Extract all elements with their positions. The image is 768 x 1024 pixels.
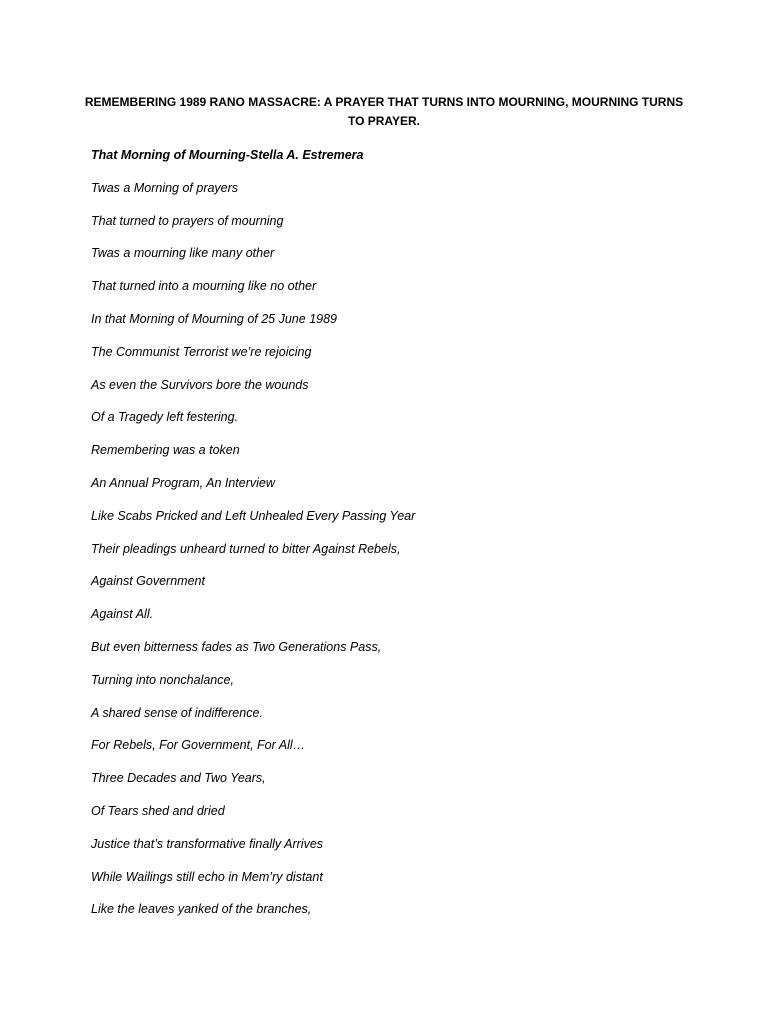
poem-line: The Communist Terrorist we’re rejoicing (91, 344, 312, 359)
poem-line: Twas a Morning of prayers (91, 180, 239, 195)
poem-line: Justice that’s transformative finally Arrives (91, 836, 324, 851)
poem-line: Turning into nonchalance, (91, 672, 234, 687)
poem-line: In that Morning of Mourning of 25 June 1989 (91, 311, 337, 326)
poem-line: An Annual Program, An Interview (91, 475, 275, 490)
poem-line: Of a Tragedy left festering. (91, 410, 239, 425)
poem-line: As even the Survivors bore the wounds (91, 377, 309, 392)
poem-line: Of Tears shed and dried (91, 803, 225, 818)
poem-line: Against Government (91, 574, 205, 589)
poem-heading: That Morning of Mourning-Stella A. Estremera (91, 148, 364, 162)
poem-line: But even bitterness fades as Two Generations Pass, (91, 639, 382, 654)
poem-line: Three Decades and Two Years, (91, 771, 266, 786)
poem-line: Their pleadings unheard turned to bitter Against Rebels, (91, 541, 401, 556)
poem-line: Remembering was a token (91, 443, 240, 458)
poem-line: Twas a mourning like many other (91, 246, 275, 261)
poem-line: Against All. (91, 607, 154, 622)
poem-body (91, 146, 711, 933)
poem-line: Like Scabs Pricked and Left Unhealed Every Passing Year (91, 508, 416, 523)
document-title: REMEMBERING 1989 RANO MASSACRE: A PRAYER THAT TURNS INTO MOURNING, MOURNING TURNS TO PRAYER. (84, 95, 684, 128)
poem-line: That turned into a mourning like no other (91, 279, 317, 294)
poem-line: A shared sense of indifference. (91, 705, 263, 720)
poem-line: That turned to prayers of mourning (91, 213, 284, 228)
poem-line: Like the leaves yanked of the branches, (91, 902, 312, 917)
poem-line: While Wailings still echo in Mem’ry distant (91, 869, 323, 884)
poem-line: For Rebels, For Government, For All… (91, 738, 306, 753)
